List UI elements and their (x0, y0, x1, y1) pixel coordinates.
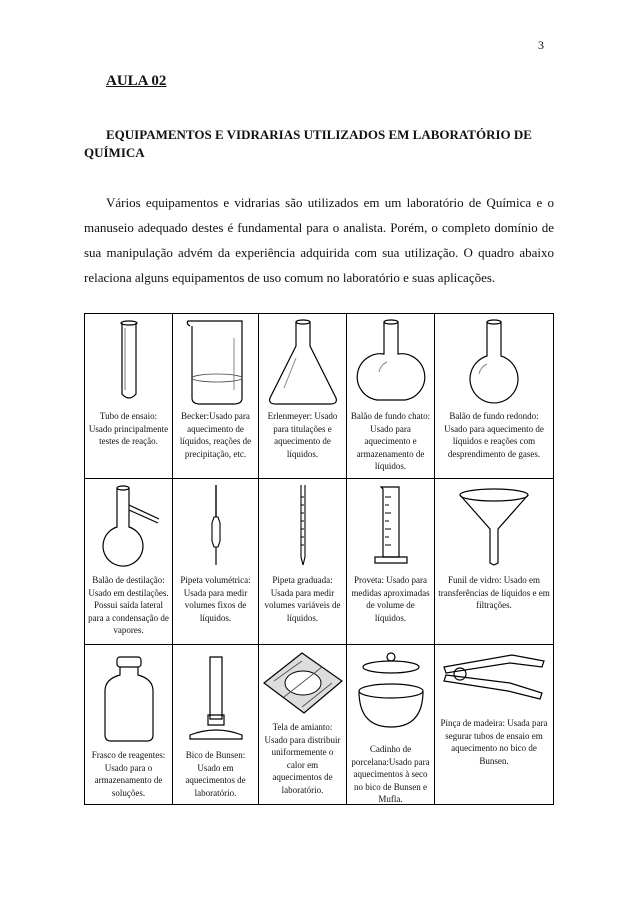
caption-asbestos-gauze: Tela de amianto: Usado para distribuir uniformemente o calor em aquecimentos de laboratório. (264, 722, 341, 795)
caption-reagent-bottle: Frasco de reagentes: Usado para o armazenamento de soluções. (91, 750, 166, 798)
caption-test-tube: Tubo de ensaio: Usado principalmente testes de reação. (88, 411, 169, 446)
equipment-cell-beaker (173, 314, 259, 479)
equipment-cell-asbestos-gauze (259, 645, 347, 805)
equipment-cell-erlenmeyer (259, 314, 347, 479)
reagent-bottle-icon (89, 655, 169, 743)
lesson-title: AULA 02 (106, 73, 167, 89)
section-heading: EQUIPAMENTOS E VIDRARIAS UTILIZADOS EM LABORATÓRIO DE QUÍMICA (84, 127, 532, 160)
beaker-icon (176, 318, 256, 406)
wooden-tongs-icon (438, 649, 550, 701)
porcelain-crucible-icon (350, 651, 432, 735)
equipment-cell-reagent-bottle (85, 645, 173, 805)
equipment-cell-volumetric-pipette (173, 479, 259, 645)
test-tube-icon (89, 318, 169, 402)
graduated-pipette-icon (263, 483, 343, 567)
round-bottom-flask-icon (449, 318, 539, 406)
equipment-cell-glass-funnel (435, 479, 554, 645)
caption-glass-funnel: Funil de vidro: Usado em transferências de líquidos e em filtrações. (438, 575, 550, 610)
caption-erlenmeyer: Erlenmeyer: Usado para titulações e aquecimento de líquidos. (267, 411, 338, 459)
bunsen-burner-icon (176, 655, 256, 743)
equipment-cell-flat-bottom-flask (347, 314, 435, 479)
asbestos-gauze-icon (262, 651, 344, 717)
caption-graduated-pipette: Pipeta graduada: Usada para medir volumes variáveis de líquidos. (264, 575, 341, 623)
page-number: 3 (538, 38, 544, 52)
equipment-cell-test-tube (85, 314, 173, 479)
equipment-cell-graduated-pipette (259, 479, 347, 645)
caption-porcelain-crucible: Cadinho de porcelana:Usado para aquecimentos à seco no bico de Bunsen e Mufla. (351, 744, 430, 804)
graduated-cylinder-icon (351, 483, 431, 567)
caption-wooden-tongs: Pinça de madeira: Usada para segurar tubos de ensaio em aquecimento no bico de Bunsen. (440, 718, 548, 766)
glass-funnel-icon (444, 483, 544, 567)
caption-round-bottom-flask: Balão de fundo redondo: Usado para aquecimento de líquidos e reações com desprendimento de gases. (444, 411, 544, 459)
equipment-cell-porcelain-crucible (347, 645, 435, 805)
intro-paragraph: Vários equipamentos e vidrarias são utilizados em um laboratório de Química e o manuseio adequado destes é fundamental para o analista. Porém, o completo domínio de sua manipulação advém da experiência adquirida com sua utilização. O quadro abaixo relaciona alguns equipamentos de uso comum no laboratório e suas aplicações. (84, 195, 554, 285)
equipment-cell-wooden-tongs (435, 645, 554, 805)
caption-flat-bottom-flask: Balão de fundo chato: Usado para aquecimento e armazenamento de líquidos. (350, 411, 431, 471)
caption-distillation-flask: Balão de destilação: Usado em destilações. Possui saída lateral para a condensação de vapores. (88, 575, 169, 635)
erlenmeyer-flask-icon (262, 318, 344, 406)
caption-volumetric-pipette: Pipeta volumétrica: Usada para medir volumes fixos de líquidos. (180, 575, 251, 623)
equipment-table (84, 313, 554, 805)
volumetric-pipette-icon (176, 483, 256, 567)
distillation-flask-icon (87, 483, 171, 567)
equipment-cell-distillation-flask (85, 479, 173, 645)
equipment-cell-round-bottom-flask (435, 314, 554, 479)
caption-bunsen-burner: Bico de Bunsen: Usado em aquecimentos de laboratório. (185, 750, 246, 798)
equipment-cell-bunsen-burner (173, 645, 259, 805)
caption-graduated-cylinder: Proveta: Usado para medidas aproximadas de volume de líquidos. (351, 575, 430, 623)
equipment-cell-graduated-cylinder (347, 479, 435, 645)
caption-beaker: Becker:Usado para aquecimento de líquidos, reações de precipitação, etc. (179, 411, 252, 459)
flat-bottom-flask-icon (351, 318, 431, 406)
